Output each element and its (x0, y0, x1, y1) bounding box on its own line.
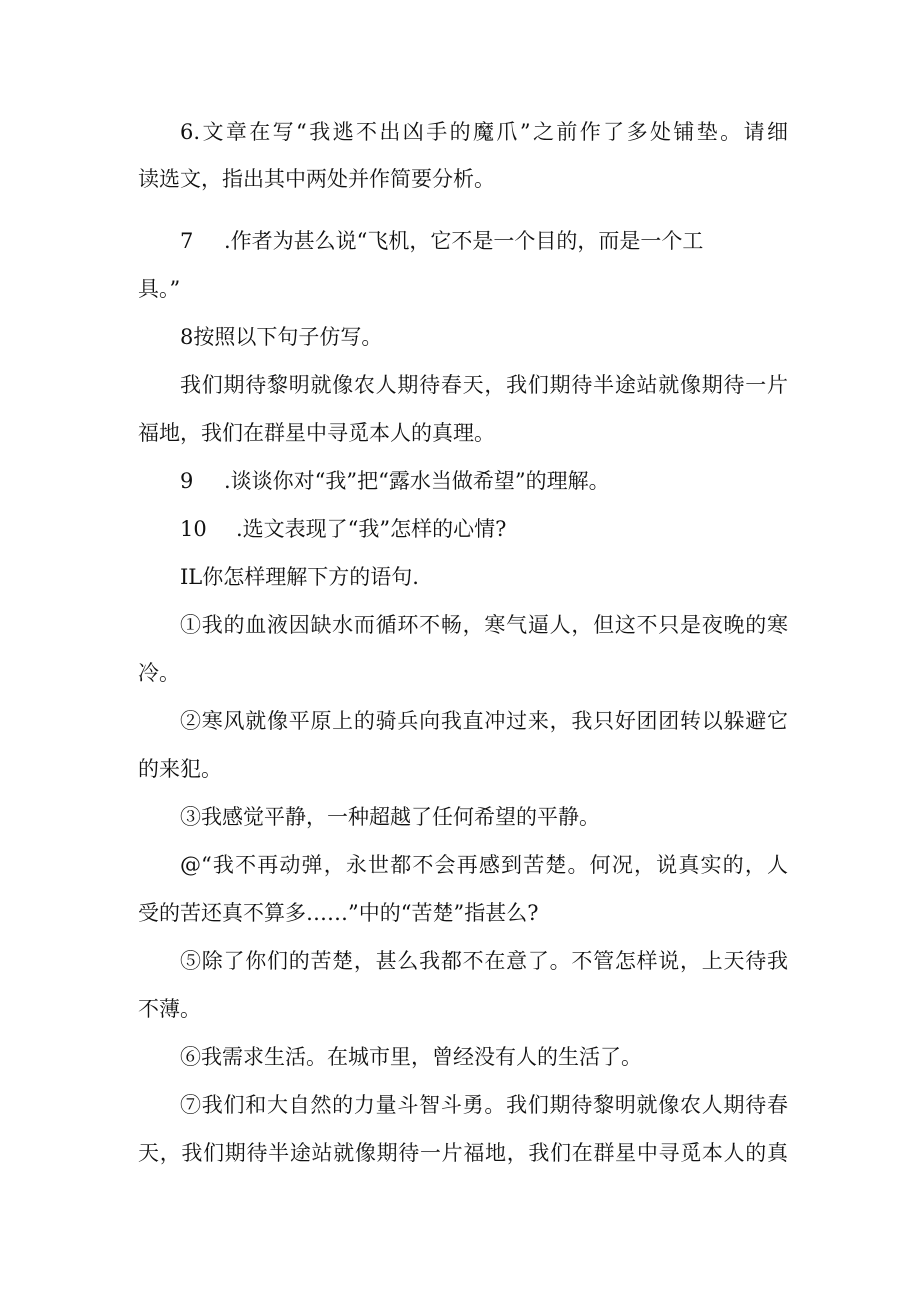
sentence-3: ③我感觉平静，一种超越了任何希望的平静。 (180, 805, 600, 829)
question-9-number: 9 (180, 469, 194, 493)
question-10-text: .选文表现了“我”怎样的心情? (236, 517, 507, 541)
sentence-1-line-1: ①我的血液因缺水而循环不畅，寒气逼人，但这不只是夜晚的寒 (180, 613, 788, 637)
sentence-7-line-2: 天，我们期待半途站就像期待一片福地，我们在群星中寻觅本人的真 (138, 1141, 788, 1165)
question-9-text: .谈谈你对“我”把“露水当做希望”的理解。 (224, 469, 610, 493)
sentence-4-line-1: @“我不再动弹，永世都不会再感到苦楚。何况，说真实的，人 (180, 853, 788, 877)
question-10 (180, 514, 788, 544)
sentence-5-line-2: 不薄。 (138, 997, 201, 1021)
sentence-7-line-1: ⑦我们和大自然的力量斗智斗勇。我们期待黎明就像农人期待春 (180, 1093, 788, 1117)
sentence-1-line-2: 冷。 (138, 661, 180, 685)
sentence-4-line-2: 受的苦还真不算多……”中的“苦楚”指甚么? (138, 901, 539, 925)
question-7-text: .作者为甚么说“飞机，它不是一个目的，而是一个工 (224, 229, 704, 253)
question-6-line-1: 6.文章在写“我逃不出凶手的魔爪”之前作了多处铺垫。请细 (180, 120, 788, 144)
question-8-title: 8按照以下句子仿写。 (180, 325, 383, 349)
question-8-line-2: 福地，我们在群星中寻觅本人的真理。 (138, 421, 495, 445)
question-7-line-2: 具。” (138, 277, 181, 301)
question-6-line-2: 读选文，指出其中两处并作简要分析。 (138, 167, 495, 191)
question-8-line-1: 我们期待黎明就像农人期待春天，我们期待半途站就像期待一片 (180, 373, 788, 397)
question-11-title: IL你怎样理解下方的语句. (180, 565, 419, 589)
sentence-5-line-1: ⑤除了你们的苦楚，甚么我都不在意了。不管怎样说，上天待我 (180, 949, 788, 973)
question-7-line-1 (180, 226, 788, 256)
question-7-number: 7 (180, 229, 194, 253)
question-10-number: 10 (180, 517, 207, 541)
question-9 (180, 466, 788, 496)
sentence-2-line-1: ②寒风就像平原上的骑兵向我直冲过来，我只好团团转以躲避它 (180, 709, 788, 733)
sentence-6: ⑥我需求生活。在城市里，曾经没有人的生活了。 (180, 1045, 642, 1069)
sentence-2-line-2: 的来犯。 (138, 757, 222, 781)
